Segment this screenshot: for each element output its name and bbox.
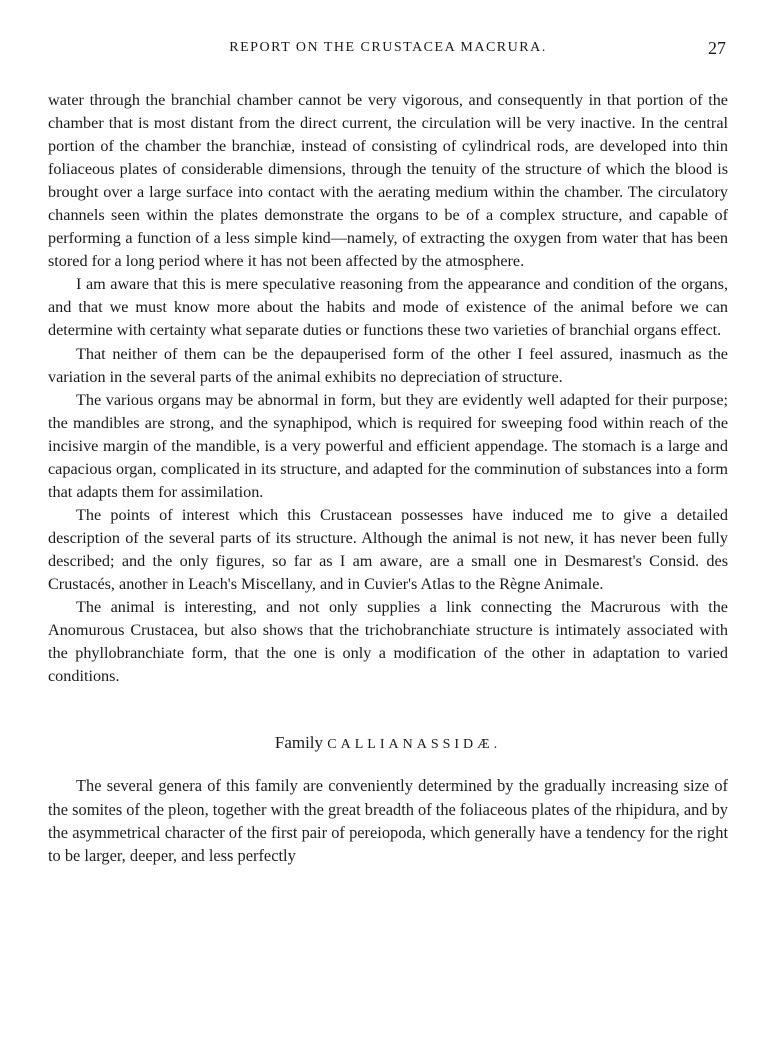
section-paragraph: [48, 774, 728, 868]
running-head: [48, 38, 728, 62]
section-heading: [48, 731, 728, 757]
page-number: 27: [708, 38, 726, 58]
section-heading-prefix: Family: [274, 733, 328, 753]
page: [48, 38, 728, 868]
running-title: REPORT ON THE CRUSTACEA MACRURA.: [229, 40, 547, 55]
body-text: [48, 89, 728, 688]
section-paragraph-text: The several genera of this family are conveniently determined by the gradually increasing size of the somites of the pleon, together with the great breadth of the foliaceous plates of the rhipidura, and by the asymmetrical character of the first pair of pereiopoda, which generally have a tendency for the right to be larger, deeper, and less perfectly: [48, 776, 729, 866]
paragraph: That neither of them can be the depauperised form of the other I feel assured, inasmuch as the variation in the several parts of the animal exhibits no depreciation of structure.: [48, 344, 728, 386]
paragraph-continued: water through the branchial chamber cannot be very vigorous, and consequently in that portion of the chamber that is most distant from the direct current, the circulation will be very inactive. In the central portion of the chamber the branchiæ, instead of consisting of cylindrical rods, are developed into thin foliaceous plates of considerable dimensions, through the tenuity of the structure of which the blood is brought over a large surface into contact with the aerating medium within the chamber. The circulatory channels seen within the plates demonstrate the organs to be of a complex structure, and capable of performing a function of a less simple kind—namely, of extracting the oxygen from water that has been stored for a long period where it has not been affected by the atmosphere.: [48, 91, 728, 271]
section-heading-name: CALLIANASSIDÆ.: [327, 737, 502, 753]
paragraph: I am aware that this is mere speculative reasoning from the appearance and condition of the organs, and that we must know more about the habits and mode of existence of the animal before we can determine with certainty what separate duties or functions these two varieties of branchial organs effect.: [48, 275, 728, 340]
paragraph: The points of interest which this Crustacean possesses have induced me to give a detailed description of the several parts of its structure. Although the animal is not new, it has never been fully described; and the only figures, so far as I am aware, are a small one in Desmarest's Consid. des Crustacés, another in Leach's Miscellany, and in Cuvier's Atlas to the Règne Animale.: [48, 505, 728, 593]
paragraph: The various organs may be abnormal in form, but they are evidently well adapted for their purpose; the mandibles are strong, and the synaphipod, which is required for sweeping food within reach of the incisive margin of the mandible, is a very powerful and efficient appendage. The stomach is a large and capacious organ, complicated in its structure, and adapted for the comminution of substances into a form that adapts them for assimilation.: [48, 390, 728, 501]
paragraph: The animal is interesting, and not only supplies a link connecting the Macrurous with the Anomurous Crustacea, but also shows that the trichobranchiate structure is intimately associated with the phyllobranchiate form, that the one is only a modification of the other in adaptation to varied conditions.: [48, 598, 728, 686]
